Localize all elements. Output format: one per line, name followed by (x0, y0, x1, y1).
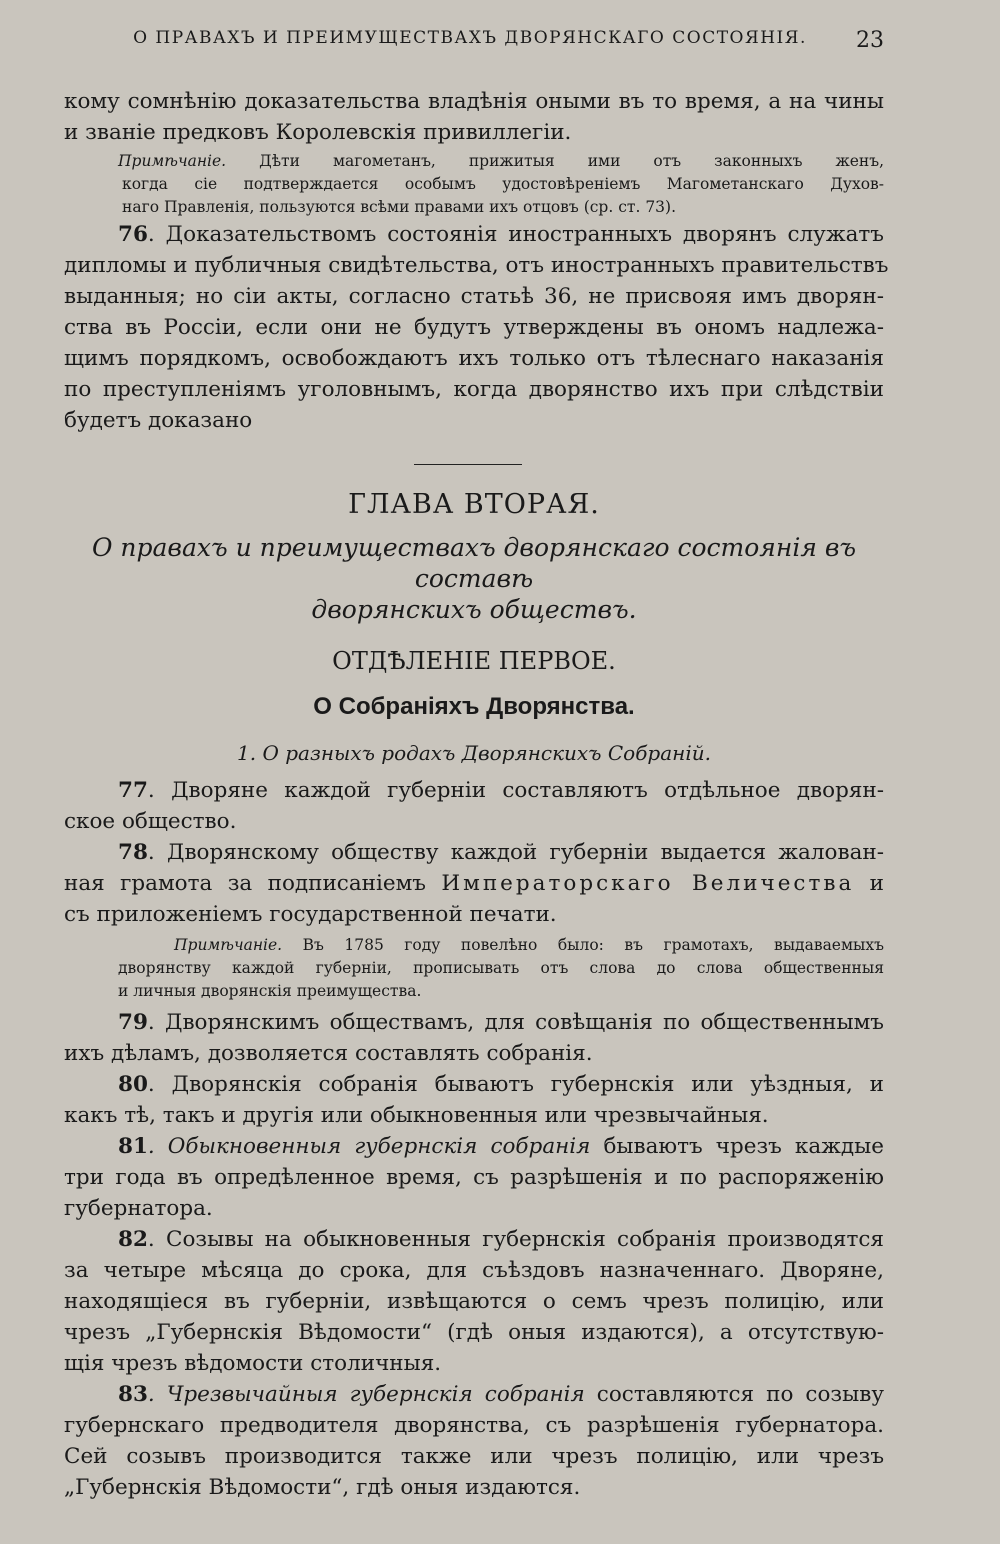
section-title: ОТДѢЛЕНІЕ ПЕРВОЕ. (332, 647, 616, 675)
article-80 (64, 1069, 884, 1131)
article-italic-text: . Обыкновенныя губернскія собранія (147, 1134, 591, 1159)
text-line: за четыре мѣсяца до срока, для съѣздовъ назначеннаго. Дворяне, (64, 1258, 884, 1283)
note-line: и личныя дворянскія преимущества. (118, 982, 422, 1000)
text-line: будетъ доказано (64, 408, 253, 433)
article-italic-text: . Чрезвычайныя губернскія собранія (147, 1382, 585, 1407)
article-text: ная грамота за подписаніемъ (64, 871, 442, 896)
article-text: . Дворяне каждой губерніи составляютъ отдѣльное дворян- (147, 778, 884, 803)
text-line: три года въ опредѣленное время, съ разрѣшенія и по распоряженію (64, 1165, 884, 1190)
article-number: 79 (118, 1010, 148, 1035)
text-line: ства въ Россіи, если они не будутъ утверждены въ ономъ надлежа- (64, 315, 884, 340)
emphasized-title: Императорскаго Величества (441, 871, 855, 896)
note-text: Въ 1785 году повелѣно было: въ грамотахъ, выдаваемыхъ (302, 936, 884, 954)
article-text: . Дворянскія собранія бываютъ губернскія или уѣздныя, и (147, 1072, 884, 1097)
note-line: наго Правленія, пользуются всѣми правами ихъ отцовъ (ср. ст. 73). (122, 198, 677, 216)
text-line: губернатора. (64, 1196, 213, 1221)
text-line (64, 1069, 884, 1100)
article-number: 82 (118, 1227, 148, 1252)
article-text: . Доказательствомъ состоянія иностранныхъ дворянъ служатъ (147, 222, 884, 247)
page-body (64, 86, 889, 1503)
text-line (64, 1131, 884, 1162)
article-number: 77 (118, 778, 148, 803)
text-line: Сей созывъ производится также или чрезъ полицію, или чрезъ (64, 1444, 884, 1469)
article-text: . Дворянскимъ обществамъ, для совѣщанія по общественнымъ (147, 1010, 884, 1035)
text-line: „Губернскія Вѣдомости“, гдѣ оныя издаются. (64, 1475, 581, 1500)
section-divider (414, 464, 522, 465)
text-line: чрезъ „Губернскія Вѣдомости“ (гдѣ оныя издаются), а отсутствую- (64, 1320, 884, 1345)
article-81 (64, 1131, 884, 1224)
running-head (0, 28, 1000, 56)
text-line: какъ тѣ, такъ и другія или обыкновенныя или чрезвычайныя. (64, 1103, 769, 1128)
article-text: и (854, 871, 884, 896)
article-number: 80 (118, 1072, 148, 1097)
note-label: Примѣчаніе. (174, 936, 283, 954)
article-82 (64, 1224, 884, 1379)
article-number: 83 (118, 1382, 148, 1407)
article-text: . Созывы на обыкновенныя губернскія собранія производятся (147, 1227, 884, 1252)
text-line (64, 775, 884, 806)
text-line: кому сомнѣнію доказательства владѣнія оными въ то время, а на чины (64, 89, 884, 114)
chapter-subtitle-line: О правахъ и преимуществахъ дворянскаго состоянія въ составѣ (91, 533, 857, 593)
text-line: щія чрезъ вѣдомости столичныя. (64, 1351, 442, 1376)
note-line (64, 150, 884, 173)
article-number: 81 (118, 1134, 148, 1159)
article-number: 76 (118, 222, 148, 247)
text-line: ихъ дѣламъ, дозволяется составлять собранія. (64, 1041, 593, 1066)
chapter-subtitle-line: дворянскихъ обществъ. (311, 595, 637, 624)
text-line (64, 219, 884, 250)
text-line: щимъ порядкомъ, освобождаютъ ихъ только отъ тѣлеснаго наказанія (64, 346, 884, 371)
text-line (64, 837, 884, 868)
note-line: когда сіе подтверждается особымъ удостовѣреніемъ Магометанскаго Духов- (122, 175, 884, 193)
text-line (64, 1379, 884, 1410)
article-number: 78 (118, 840, 148, 865)
article-76 (64, 219, 889, 436)
text-line: по преступленіямъ уголовнымъ, когда дворянство ихъ при слѣдствіи (64, 377, 884, 402)
note-text: Дѣти магометанъ, прижитыя ими отъ законныхъ женъ, (259, 152, 885, 170)
subsection-title: О Собраніяхъ Дворянства. (313, 693, 635, 720)
article-text: . Дворянскому обществу каждой губерніи выдается жалован- (147, 840, 884, 865)
text-line: выданныя; но сіи акты, согласно статьѣ 36, не присвояя имъ дворян- (64, 284, 884, 309)
article-text: составляются по созыву (584, 1382, 885, 1407)
note-line (64, 934, 884, 957)
article-83 (64, 1379, 884, 1503)
text-line: съ приложеніемъ государственной печати. (64, 902, 557, 927)
text-line (64, 1224, 884, 1255)
running-title: О ПРАВАХЪ И ПРЕИМУЩЕСТВАХЪ ДВОРЯНСКАГО СОСТОЯНІЯ. (133, 28, 807, 48)
article-78 (64, 837, 884, 930)
chapter-subtitle (64, 532, 884, 625)
text-line: находящіеся въ губерніи, извѣщаются о семъ чрезъ полицію, или (64, 1289, 884, 1314)
page-number: 23 (856, 28, 884, 53)
text-line: губернскаго предводителя дворянства, съ разрѣшенія губернатора. (64, 1413, 884, 1438)
text-line: и званіе предковъ Королевскія привиллегіи. (64, 120, 572, 145)
subheading: 1. О разныхъ родахъ Дворянскихъ Собраній. (237, 741, 711, 765)
article-79 (64, 1007, 884, 1069)
note-block (64, 934, 884, 1003)
text-line: дипломы и публичныя свидѣтельства, отъ иностранныхъ правительствъ (64, 253, 889, 278)
note-block (64, 150, 884, 219)
text-line: ское общество. (64, 809, 237, 834)
text-line (64, 868, 884, 899)
article-77 (64, 775, 884, 837)
note-line: дворянству каждой губерніи, прописывать отъ слова до слова общественныя (118, 959, 884, 977)
note-label: Примѣчаніе. (118, 152, 227, 170)
text-line (64, 1007, 884, 1038)
article-text: бываютъ чрезъ каждые (590, 1134, 884, 1159)
chapter-title: ГЛАВА ВТОРАЯ. (348, 489, 600, 520)
